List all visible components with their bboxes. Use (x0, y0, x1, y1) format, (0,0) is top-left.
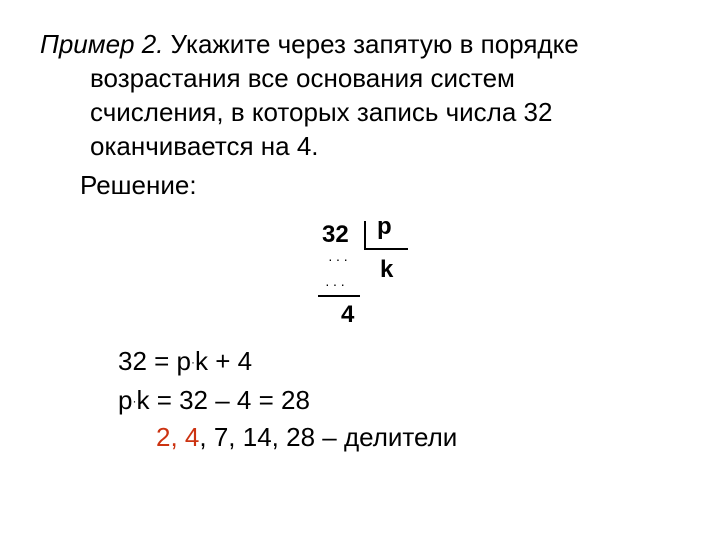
division-horizontal-bar (364, 248, 408, 250)
dots-bottom: ··· (325, 276, 348, 292)
task-line-1 (40, 28, 579, 60)
eq2-left: p (118, 385, 133, 415)
eq2-right: k = 32 – 4 = 28 (136, 385, 310, 415)
multiply-dot: · (132, 394, 137, 408)
divisor-4: 4 (184, 422, 200, 452)
equation-1 (118, 345, 252, 378)
remainder: 4 (341, 301, 355, 328)
equation-2 (118, 384, 310, 417)
eq1-left: 32 = p (118, 346, 192, 376)
quotient: k (380, 256, 394, 283)
task-text-1: Укажите через запятую в порядке (170, 29, 579, 59)
divisors-rest: , 7, 14, 28 – делители (199, 422, 458, 452)
eq1-right: k + 4 (195, 346, 253, 376)
divisor: p (377, 213, 392, 240)
task-line-2: возрастания все основания систем (90, 63, 515, 93)
dividend: 32 (322, 221, 349, 248)
task-line-4: оканчивается на 4. (90, 131, 319, 161)
divisors-line (156, 421, 457, 453)
solution-label: Решение: (80, 170, 197, 200)
multiply-dot: · (191, 355, 196, 369)
example-title: Пример 2. (40, 29, 164, 59)
subtraction-line (318, 295, 360, 297)
division-vertical-bar (364, 221, 366, 249)
task-line-3: счисления, в которых запись числа 32 (90, 97, 553, 127)
dots-top: ··· (328, 251, 351, 267)
divisor-2: 2, (156, 422, 178, 452)
